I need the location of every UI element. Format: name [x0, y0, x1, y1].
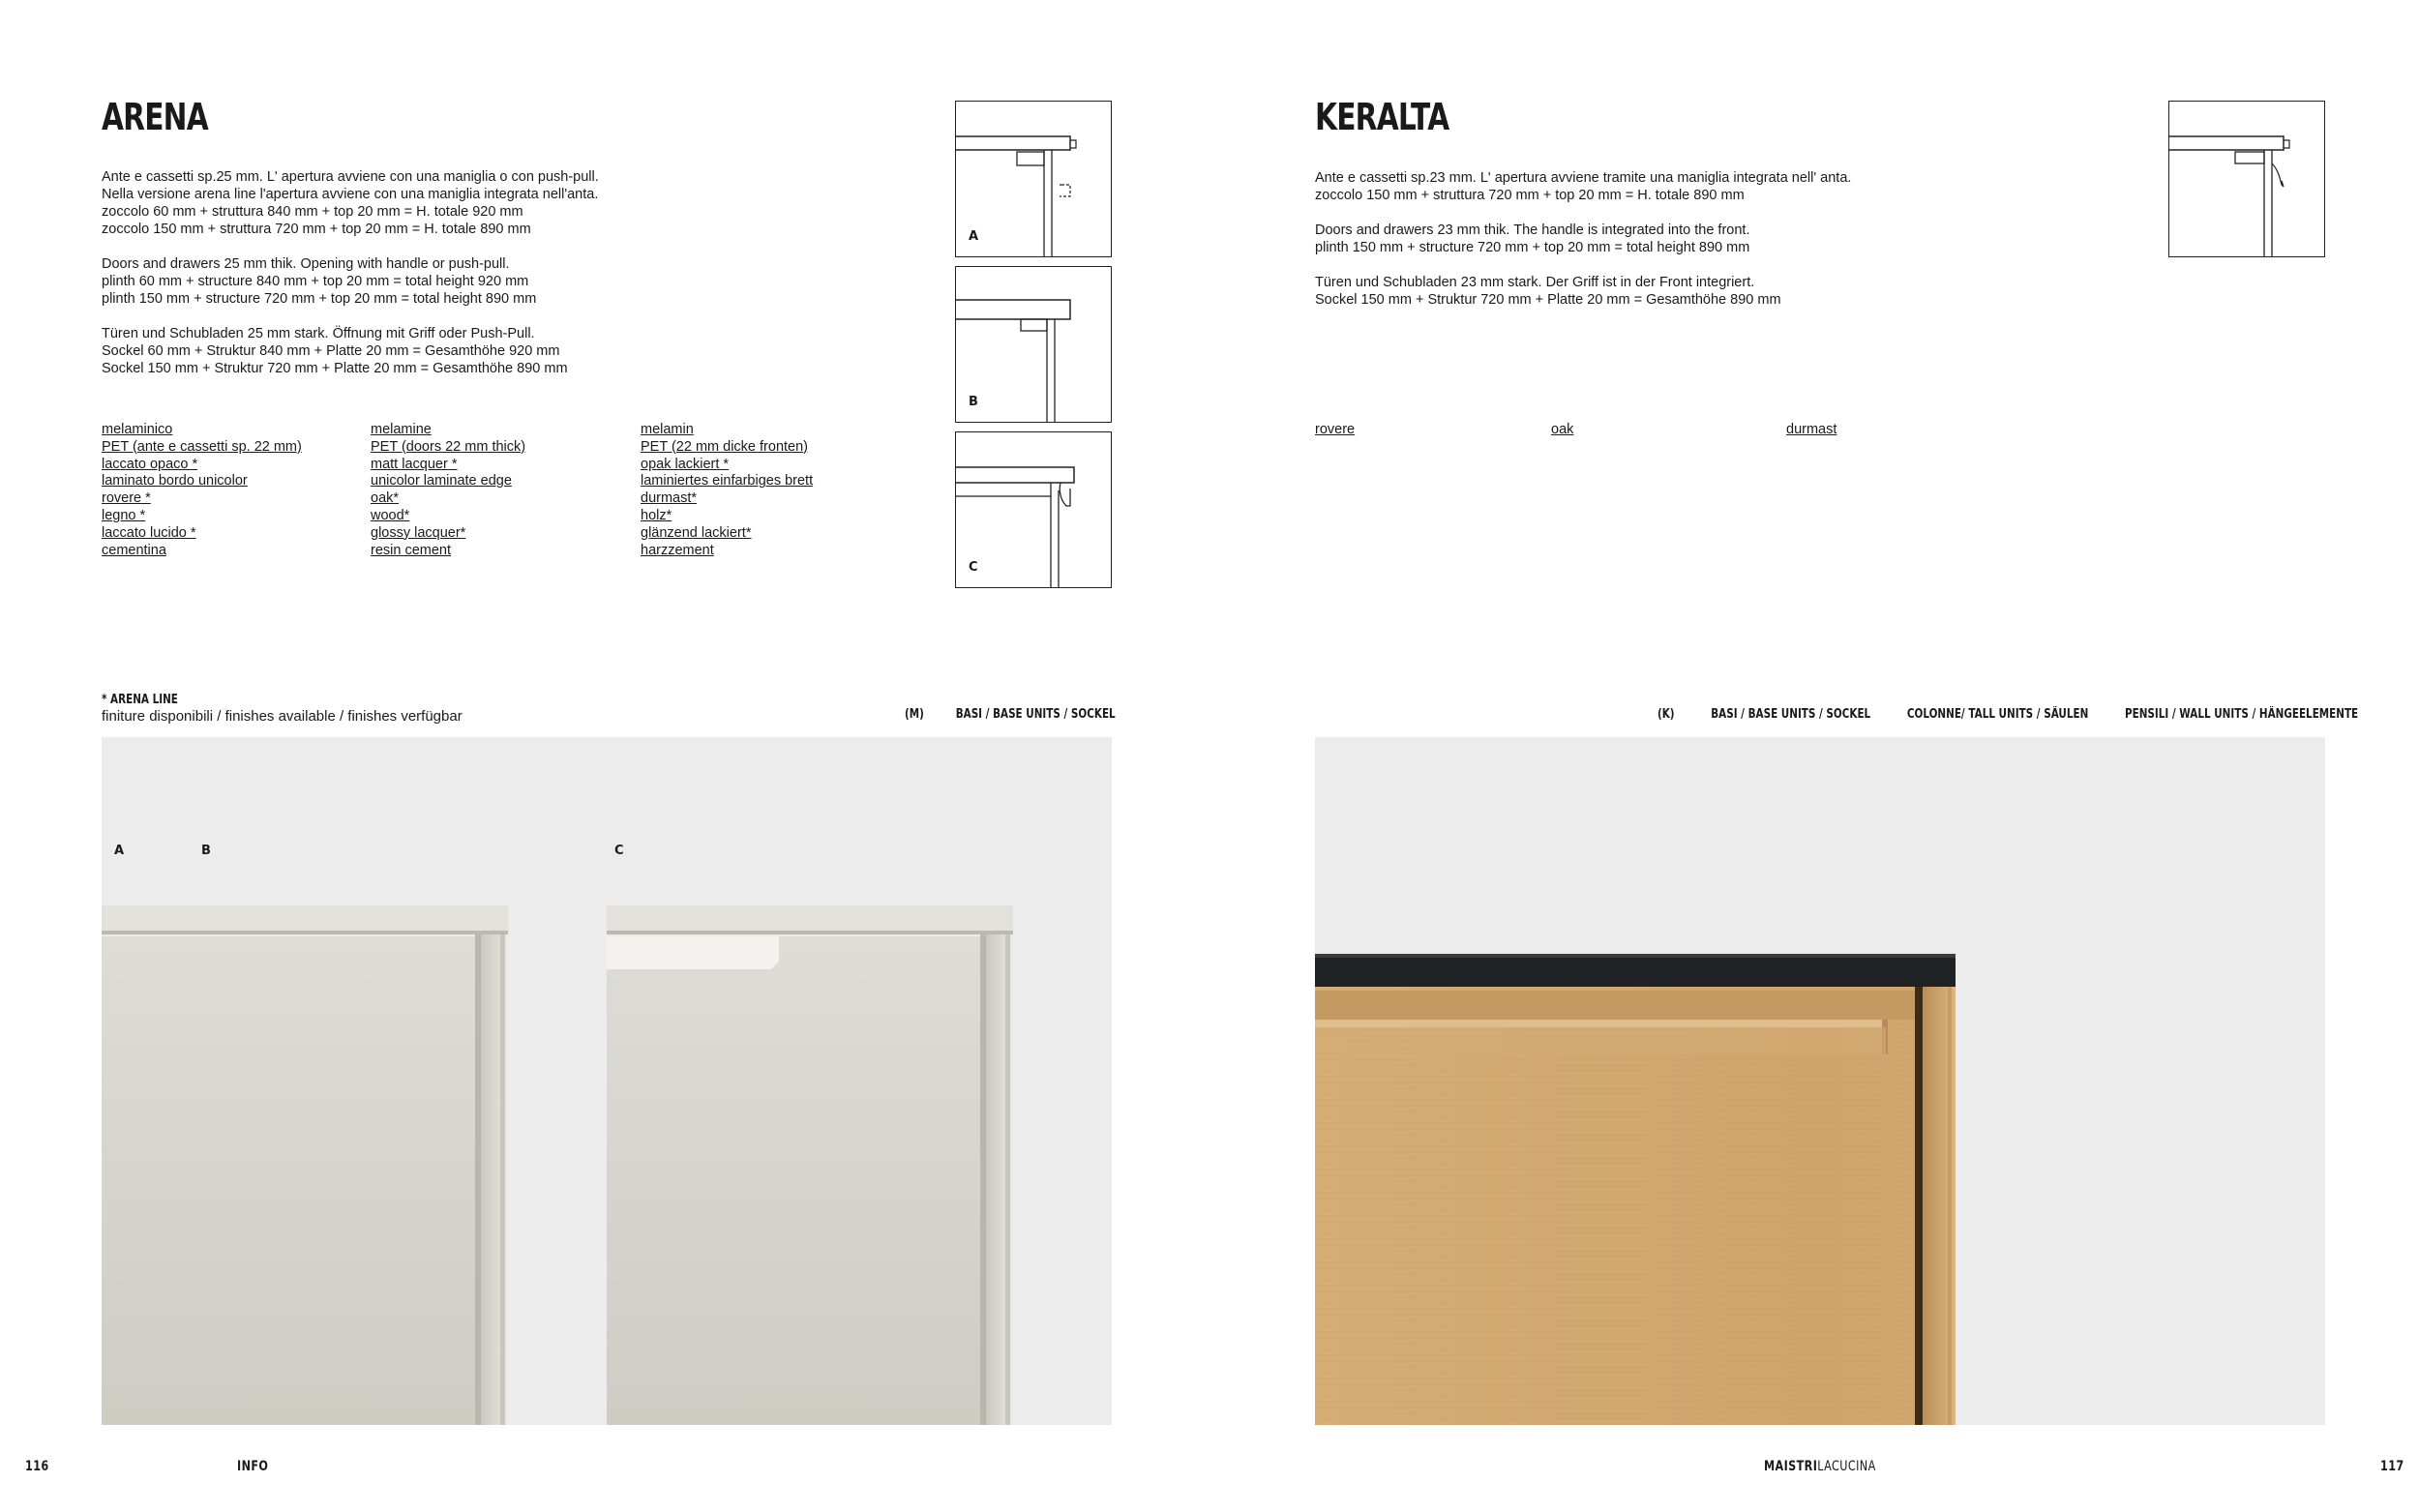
- finish-link[interactable]: legno *: [102, 507, 146, 523]
- text-line: Türen und Schubladen 25 mm stark. Öffnung mit Griff oder Push-Pull.: [102, 326, 535, 341]
- text-line: Ante e cassetti sp.23 mm. L' apertura avviene tramite una maniglia integrata nell' anta.: [1315, 170, 1852, 186]
- photo-label: A: [114, 844, 125, 858]
- diagram-a: [955, 101, 1112, 257]
- finish-link[interactable]: laminato bordo unicolor: [102, 473, 248, 489]
- section-label: INFO: [237, 1459, 269, 1474]
- text-line: zoccolo 60 mm + struttura 840 mm + top 20 mm = H. totale 920 mm: [102, 204, 523, 220]
- text-line: plinth 150 mm + structure 720 mm + top 20 mm = total height 890 mm: [1315, 240, 1750, 255]
- oak-cabinet-illustration: [1315, 737, 2325, 1425]
- keralta-title: KERALTA: [1315, 96, 1449, 138]
- finish-link[interactable]: PET (doors 22 mm thick): [371, 438, 526, 455]
- finish-link[interactable]: holz*: [641, 507, 672, 523]
- brand-light: LACUCINA: [1817, 1459, 1876, 1474]
- arena-finishes-de: [641, 422, 813, 559]
- arena-title: ARENA: [102, 96, 208, 138]
- finish-link[interactable]: PET (ante e cassetti sp. 22 mm): [102, 438, 302, 455]
- finish-link[interactable]: opak lackiert *: [641, 456, 730, 472]
- text-line: plinth 60 mm + structure 840 mm + top 20 mm = total height 920 mm: [102, 274, 529, 289]
- finish-link[interactable]: PET (22 mm dicke fronten): [641, 438, 808, 455]
- diagram-c: [955, 431, 1112, 588]
- keralta-finish-en: [1551, 422, 1573, 439]
- finish-link[interactable]: melamin: [641, 422, 694, 437]
- finish-link[interactable]: oak: [1551, 422, 1574, 437]
- finish-link[interactable]: harzzement: [641, 542, 714, 558]
- text-line: Doors and drawers 25 mm thik. Opening with handle or push-pull.: [102, 256, 510, 272]
- finish-link[interactable]: melaminico: [102, 422, 173, 437]
- arena-line-note-text: finiture disponibili / finishes available / finishes verfügbar: [102, 708, 463, 725]
- finish-link[interactable]: laccato opaco *: [102, 456, 198, 472]
- finish-link[interactable]: laccato lucido *: [102, 524, 196, 541]
- arena-desc-de: [102, 325, 895, 377]
- diagram-letter: B: [969, 395, 978, 409]
- photo-label: C: [614, 844, 624, 858]
- text-line: Türen und Schubladen 23 mm stark. Der Griff ist in der Front integriert.: [1315, 275, 1755, 290]
- keralta-description: [1315, 169, 2108, 326]
- text-line: plinth 150 mm + structure 720 mm + top 20 mm = total height 890 mm: [102, 291, 537, 307]
- keralta-finish-it: [1315, 422, 1355, 439]
- keralta-category-row: [1657, 707, 2358, 722]
- lacquer-cabinets-illustration: [102, 737, 1112, 1425]
- finish-link[interactable]: wood*: [371, 507, 410, 523]
- finish-link[interactable]: durmast: [1786, 422, 1837, 437]
- text-line: Sockel 150 mm + Struktur 720 mm + Platte 20 mm = Gesamthöhe 890 mm: [102, 361, 568, 376]
- brand-logo: [1764, 1459, 1876, 1474]
- model-code: (M): [905, 707, 924, 722]
- keralta-desc-it: [1315, 169, 2108, 204]
- arena-desc-it: [102, 168, 895, 238]
- finish-link[interactable]: melamine: [371, 422, 432, 437]
- category-link[interactable]: PENSILI / WALL UNITS / HÄNGEELEMENTE: [2124, 707, 2359, 722]
- page-number-right: 117: [2380, 1459, 2404, 1474]
- cabinet-section-b-icon: [956, 267, 1111, 422]
- text-line: Sockel 60 mm + Struktur 840 mm + Platte 20 mm = Gesamthöhe 920 mm: [102, 343, 560, 359]
- finish-link[interactable]: oak*: [371, 490, 400, 507]
- arena-description: [102, 168, 895, 395]
- diagram-letter: C: [969, 560, 978, 575]
- finish-link[interactable]: durmast*: [641, 490, 698, 507]
- text-line: Doors and drawers 23 mm thik. The handle is integrated into the front.: [1315, 222, 1750, 238]
- finish-link[interactable]: laminiertes einfarbiges brett: [641, 473, 814, 489]
- brand-bold: MAISTRI: [1764, 1459, 1818, 1474]
- arena-photo: [102, 737, 1112, 1425]
- finish-link[interactable]: matt lacquer *: [371, 456, 458, 472]
- arena-category-row: [905, 707, 1116, 722]
- diagram-b: [955, 266, 1112, 423]
- category-link[interactable]: BASI / BASE UNITS / SOCKEL: [1711, 707, 1871, 722]
- category-link[interactable]: COLONNE/ TALL UNITS / SÄULEN: [1906, 707, 2089, 722]
- text-line: zoccolo 150 mm + struttura 720 mm + top 20 mm = H. totale 890 mm: [102, 222, 531, 237]
- photo-label: B: [201, 844, 211, 858]
- model-code: (K): [1657, 707, 1675, 722]
- finish-link[interactable]: cementina: [102, 542, 166, 558]
- text-line: zoccolo 150 mm + struttura 720 mm + top 20 mm = H. totale 890 mm: [1315, 188, 1745, 203]
- keralta-desc-en: [1315, 222, 2108, 256]
- finish-link[interactable]: glänzend lackiert*: [641, 524, 752, 541]
- text-line: Ante e cassetti sp.25 mm. L' apertura avviene con una maniglia o con push-pull.: [102, 169, 599, 185]
- text-line: Nella versione arena line l'apertura avviene con una maniglia integrata nell'anta.: [102, 187, 599, 202]
- arena-finishes-it: [102, 422, 302, 559]
- category-link[interactable]: BASI / BASE UNITS / SOCKEL: [955, 707, 1116, 722]
- finish-link[interactable]: resin cement: [371, 542, 452, 558]
- cabinet-section-keralta-icon: [2169, 102, 2324, 256]
- diagram-letter: A: [969, 229, 979, 244]
- finish-link[interactable]: glossy lacquer*: [371, 524, 466, 541]
- finish-link[interactable]: rovere *: [102, 490, 151, 507]
- arena-line-note-title: * ARENA LINE: [102, 693, 178, 707]
- cabinet-section-a-icon: [956, 102, 1111, 256]
- arena-desc-en: [102, 255, 895, 308]
- page-number-left: 116: [25, 1459, 49, 1474]
- finish-link[interactable]: unicolor laminate edge: [371, 473, 512, 489]
- keralta-finish-de: [1786, 422, 1837, 439]
- diagram-keralta: [2168, 101, 2325, 257]
- arena-finishes-en: [371, 422, 525, 559]
- finish-link[interactable]: rovere: [1315, 422, 1356, 437]
- cabinet-section-c-icon: [956, 432, 1111, 587]
- keralta-desc-de: [1315, 274, 2108, 309]
- text-line: Sockel 150 mm + Struktur 720 mm + Platte 20 mm = Gesamthöhe 890 mm: [1315, 292, 1781, 308]
- keralta-photo: [1315, 737, 2325, 1425]
